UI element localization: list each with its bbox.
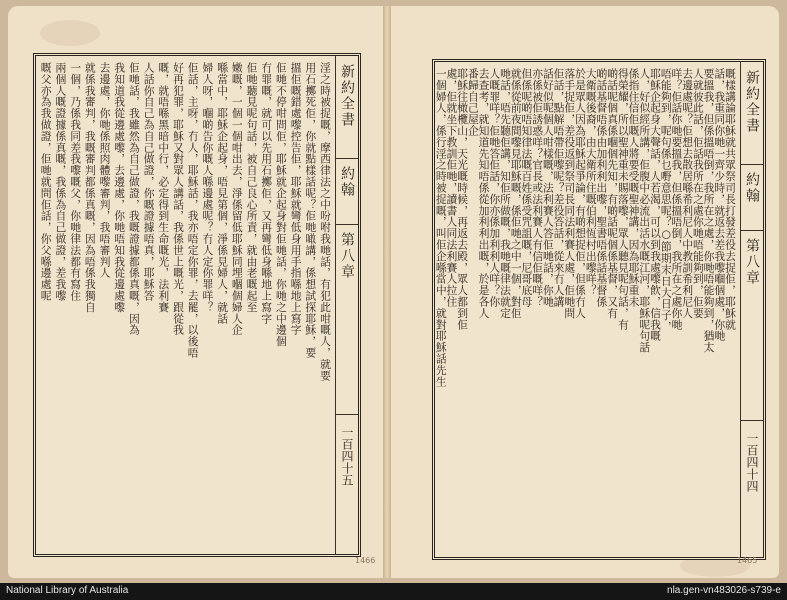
text-column: 一個婦人，係行淫之時被捉嘅，叫佢企喺當中，就對耶穌話先生 [434, 68, 448, 388]
chapter-label: 第八章 [339, 232, 355, 280]
paper-stain [40, 20, 100, 46]
library-footer [0, 583, 787, 600]
text-column: 去邊處，你哋係照肉體嚟審判，我唔審判人 [98, 62, 112, 279]
book-gutter [383, 6, 391, 578]
text-column: 哋話，唔先聽佢講，知佢所做嘅，我哋嘅律法就定 [499, 68, 512, 319]
header-rule [741, 230, 763, 231]
text-column: 佢話，點解唔帶佢嚟呢？差役答話，從來冇人講 [552, 68, 566, 308]
text-column: 番歸自己屋企 [466, 68, 480, 137]
header-rule [741, 164, 763, 165]
text-column: 啲話基督唔係由加利利出嚟，聖書唔係話基督係 [595, 68, 609, 308]
text-column: 於是眾人因為耶穌起爭論，有啲想捉佢，但係冇人 [574, 68, 587, 319]
page-mark-right: 1465 [737, 556, 758, 565]
book-title: 新約全書 [339, 64, 355, 128]
text-column: 唔能夠到，呢句係乜嘢意思呢？○節期末日大日子， [659, 68, 673, 333]
text-column: 佢話，主呀，冇人，耶穌話，我亦唔定你罪，去罷，以後唔 [186, 62, 200, 359]
text-column: 淫之時被捉嘅，摩西律法之中吩咐我哋話，有犯此咁嘅人，就要 [319, 62, 332, 382]
text-column: 人，好似經所講，佢腹中必流出活水嘅江河，耶穌呢句話 [638, 68, 652, 353]
left-header-strip [335, 56, 358, 554]
header-rule [336, 158, 358, 159]
text-column: 兩個人嘅證據係真嘅，我係為自己做證，差我嚟 [54, 62, 68, 302]
text-column: 佢哋不停咁問佢，耶穌就企起身對佢哋話，你哋之中邊個 [274, 62, 288, 347]
header-rule [336, 414, 358, 415]
text-column: 啲話呢個真係嗰個先知，有啲話呢個係基督，又有 [606, 68, 620, 319]
text-column: 就係從前夜間嚟見耶穌嘅，係佢哋之中一個，對佢 [509, 68, 523, 319]
text-column: 係指住信佢嘅人將要受嘅聖神講，因為耶穌重未 [627, 68, 641, 308]
page-mark-left: 1466 [355, 556, 376, 565]
folio-number: 一百四十五 [340, 426, 354, 486]
text-column: 好再犯罪，耶穌又對眾人講話，我係世上嘅光，跟從我 [172, 62, 185, 336]
text-column: 耶穌往橄欖山，天光嘅時候，再返去殿，眾人都到佢 [456, 68, 470, 331]
text-column: 處，佢就坐下教訓佢哋，讀書人同法利賽人拉住 [445, 68, 459, 308]
text-column: 我知道我從邊處嚟，去邊處，你哋唔知我從邊處嚟 [113, 62, 127, 313]
text-column: 落手捉佢，差役返到祭司長同法利賽人處，佢哋問 [563, 68, 577, 319]
text-column: 冇罪嘅，就可以先用石擲佢，又再彎低身喺地上寫字 [260, 62, 274, 325]
chapter-label: 第八章 [744, 238, 760, 286]
text-column: 咩？佢話你哋要搵我，但係搵唔倒，我所在之處你哋 [670, 68, 684, 331]
text-column: 嘅父亦為我做證，佢哋就問佢話，你父喺邊處呢 [39, 62, 53, 302]
text-column: 人就彼此話，佢話我所在之處你哋唔能夠到，佢要 [691, 68, 705, 319]
header-rule [336, 224, 358, 225]
text-column: 話，我重同你哋一齊少時，就返去差我嚟嗰個處，你哋 [713, 68, 727, 342]
section-title: 約翰 [744, 172, 760, 204]
right-header-strip [740, 62, 763, 557]
catalog-reference: nla.gen-vn483026-s739-e [667, 585, 781, 596]
library-name: National Library of Australia [6, 585, 129, 596]
text-column: 大衛嘅後裔，由大衛所住嘅伯利恆村出嚟咩？ [584, 68, 598, 296]
section-title: 約翰 [339, 166, 355, 198]
left-text-frame [33, 53, 361, 557]
text-column: 喺當中，耶穌企起身，唔見第個，淨係見婦人，就話 [216, 62, 230, 325]
text-column: 去查考，就知道先知唔係從加利利出嘅，於是各人 [477, 68, 491, 319]
text-column: 要搵我，但係搵唔倒，我所在之處，你哋唔能夠到，猶太 [702, 68, 716, 353]
book-title: 新約全書 [744, 70, 760, 134]
text-column: 嘅，就唔喺黑暗中行，必定得到生命嘅光，法利賽 [157, 62, 171, 313]
text-column: 佢哋話，我雖然為自己做證，我嘅證據都係真嘅，因為 [127, 62, 141, 336]
text-column: 人嘅罪咩？佢哋答佢話，你亦係加利利人咩？你 [488, 68, 502, 308]
text-column: 人話你自己為自己做證，你嘅證據唔真，耶穌答 [142, 62, 156, 302]
text-column: 亦係被佢誘惑咩？官長或法利賽人有信佢嘅咩？ [531, 68, 545, 308]
text-column: 就係我審判，我嘅審判都係真嘅，因為唔係我獨自 [83, 62, 97, 313]
text-column: 耶穌企起身大聲話，人若渴，可以到我處嚟飲，信我嘅 [649, 68, 662, 342]
text-column: 一個，乃係我同差我嚟嘅父，你哋律法都有寫住 [69, 62, 83, 302]
right-text-frame [432, 59, 766, 560]
folio-number: 一百四十四 [745, 432, 759, 492]
text-column: 但係呢啲唔知律法嘅百姓係受咒詛嘅，尼哥底母 [520, 68, 534, 308]
text-column: 話好似呢個人咁樣嘅，法利賽人答佢哋話，你哋 [541, 68, 555, 308]
text-column: 去邊處呢？佢想去散居喺希利尼人中教訓希利尼人 [681, 68, 695, 319]
text-column: 佢哋聽見呢句話，被自己良心所責，就由老嘅起至 [245, 62, 259, 313]
text-column: 得榮耀，所以聖神重未賜落嚟，眾人聽見呢句話，有 [616, 68, 630, 331]
text-column: 嫩嘅，一個一個咁出去，淨係留低耶穌同埋嗰個婦人企 [230, 62, 244, 336]
text-column: 嘅樣講論耶穌就共眾祭司長打發差役去捉佢，耶穌就 [724, 68, 737, 331]
header-rule [741, 420, 763, 421]
text-column: 搵佢嘅錯處嚟控告佢，耶穌就彎低身用手指喺地上寫字 [289, 62, 303, 336]
text-column: 婦人呀，嗰啲告你嘅人喺邊處呢？冇人定你罪咩？ [201, 62, 215, 313]
text-column: 用石擲死佢，你就點樣話呢？佢哋噉講，係想試探耶穌，要 [304, 62, 318, 359]
